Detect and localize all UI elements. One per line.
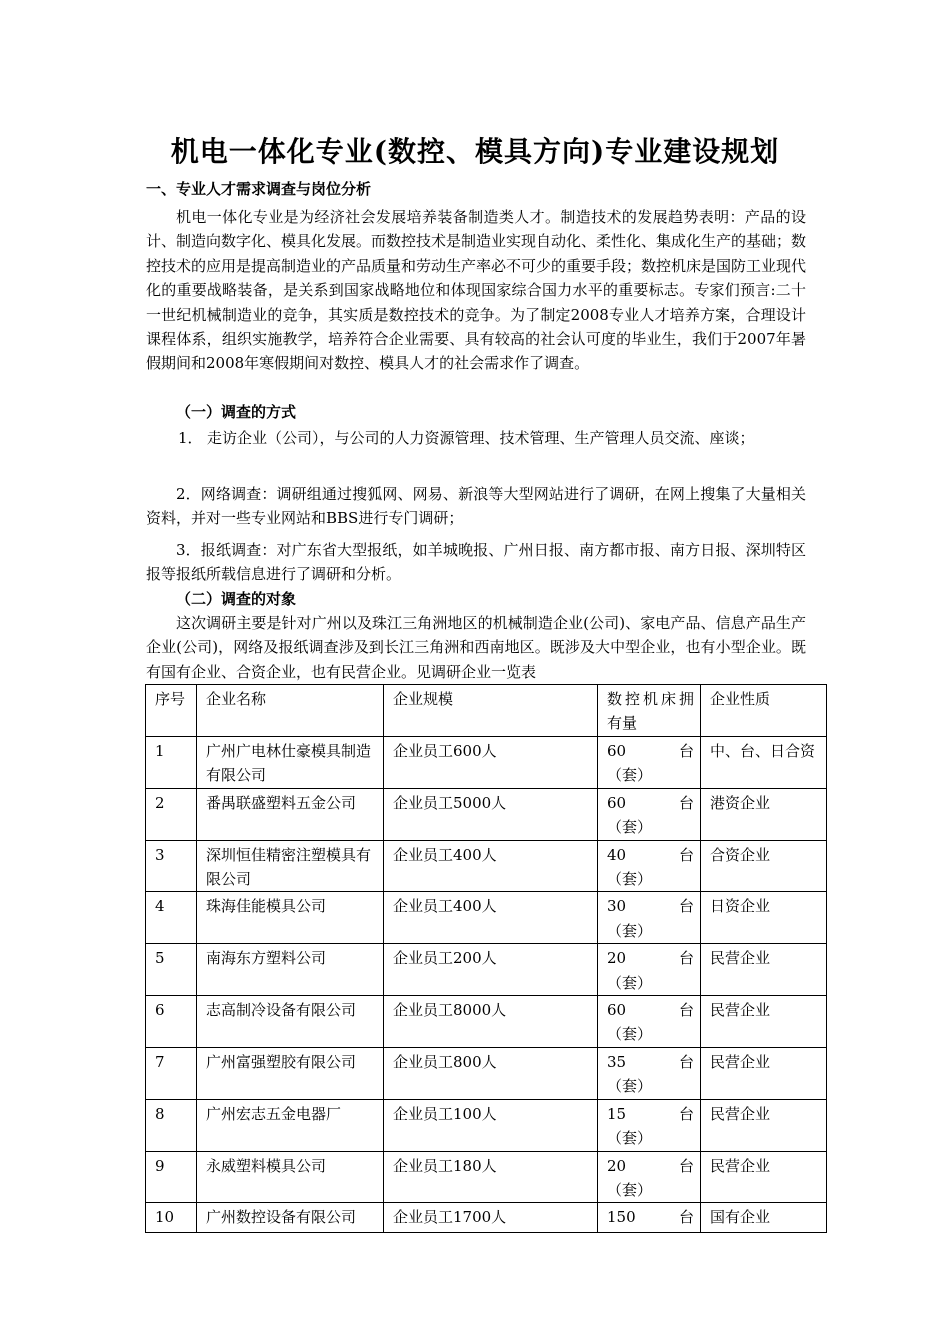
cnc-quantity-cell xyxy=(598,840,701,892)
cnc-quantity-cell xyxy=(598,1047,701,1099)
table-header-row xyxy=(146,685,827,737)
company-scale-cell: 企业员工400人 xyxy=(384,892,598,944)
objects-heading: （二）调查的对象 xyxy=(176,590,297,608)
table-row xyxy=(146,1151,827,1203)
enterprise-table xyxy=(145,684,827,1233)
company-scale-cell: 企业员工400人 xyxy=(384,840,598,892)
cnc-quantity-unit: （套） xyxy=(607,818,653,837)
header-cell: 数控机床拥有量 xyxy=(598,685,701,737)
table-row xyxy=(146,1047,827,1099)
cnc-quantity-value: 20台 xyxy=(607,1156,694,1175)
cnc-quantity-value: 15台 xyxy=(607,1104,694,1123)
cnc-quantity-cell xyxy=(598,944,701,996)
company-type-cell: 合资企业 xyxy=(701,840,827,892)
method-item-1 xyxy=(178,426,808,450)
cnc-quantity-value: 150台 xyxy=(607,1208,694,1227)
header-cell: 企业规模 xyxy=(384,685,598,737)
header-cell: 序号 xyxy=(146,685,197,737)
company-name-cell: 番禺联盛塑料五金公司 xyxy=(197,788,384,840)
row-number-cell: 4 xyxy=(146,892,197,944)
cnc-quantity-cell xyxy=(598,1203,701,1233)
header-cell: 企业名称 xyxy=(197,685,384,737)
table-row xyxy=(146,1203,827,1233)
company-type-cell: 日资企业 xyxy=(701,892,827,944)
table-row xyxy=(146,996,827,1048)
company-type-cell: 国有企业 xyxy=(701,1203,827,1233)
cnc-quantity-value: 35台 xyxy=(607,1052,694,1071)
cnc-quantity-cell xyxy=(598,1151,701,1203)
table-row xyxy=(146,737,827,789)
objects-paragraph: 这次调研主要是针对广州以及珠江三角洲地区的机械制造企业(公司)、家电产品、信息产品生产企业(公司)，网络及报纸调查涉及到长江三角洲和西南地区。既涉及大中型企业，也有小型企业。既有国有企业、合资企业，也有民营企业。见调研企业一览表 xyxy=(146,614,806,681)
cnc-quantity-unit: （套） xyxy=(607,870,653,889)
company-scale-cell: 企业员工800人 xyxy=(384,1047,598,1099)
company-scale-cell: 企业员工180人 xyxy=(384,1151,598,1203)
method-heading: （一）调查的方式 xyxy=(176,403,297,421)
cnc-quantity-unit: （套） xyxy=(607,1180,653,1199)
company-type-cell: 港资企业 xyxy=(701,788,827,840)
company-scale-cell: 企业员工200人 xyxy=(384,944,598,996)
row-number-cell: 7 xyxy=(146,1047,197,1099)
method-item-1-text: 走访企业（公司），与公司的人力资源管理、技术管理、生产管理人员交流、座谈； xyxy=(207,429,755,447)
cnc-quantity-unit: （套） xyxy=(607,1025,653,1044)
company-scale-cell: 企业员工1700人 xyxy=(384,1203,598,1233)
cnc-quantity-unit: （套） xyxy=(607,921,653,940)
table-row xyxy=(146,944,827,996)
company-type-cell: 民营企业 xyxy=(701,1099,827,1151)
cnc-quantity-value: 60台 xyxy=(607,793,694,812)
row-number-cell: 9 xyxy=(146,1151,197,1203)
cnc-quantity-value: 40台 xyxy=(607,845,694,864)
cnc-quantity-cell xyxy=(598,788,701,840)
company-name-cell: 志高制冷设备有限公司 xyxy=(197,996,384,1048)
company-name-cell: 广州宏志五金电器厂 xyxy=(197,1099,384,1151)
cnc-quantity-cell xyxy=(598,1099,701,1151)
company-name-cell: 广州广电林仕豪模具制造有限公司 xyxy=(197,737,384,789)
company-type-cell: 中、台、日合资 xyxy=(701,737,827,789)
company-scale-cell: 企业员工5000人 xyxy=(384,788,598,840)
company-name-cell: 珠海佳能模具公司 xyxy=(197,892,384,944)
document-title: 机电一体化专业(数控、模具方向)专业建设规划 xyxy=(170,135,780,168)
company-type-cell: 民营企业 xyxy=(701,1151,827,1203)
method-item-3: 3．报纸调查：对广东省大型报纸，如羊城晚报、广州日报、南方都市报、南方日报、深圳特区报等报纸所载信息进行了调研和分析。 xyxy=(146,541,806,584)
company-scale-cell: 企业员工8000人 xyxy=(384,996,598,1048)
company-name-cell: 永威塑料模具公司 xyxy=(197,1151,384,1203)
section-heading: 一、专业人才需求调查与岗位分析 xyxy=(146,180,372,198)
company-name-cell: 深圳恒佳精密注塑模具有限公司 xyxy=(197,840,384,892)
company-type-cell: 民营企业 xyxy=(701,1047,827,1099)
table-row xyxy=(146,840,827,892)
cnc-quantity-unit: （套） xyxy=(607,1129,653,1148)
cnc-quantity-unit: （套） xyxy=(607,1077,653,1096)
table-row xyxy=(146,788,827,840)
row-number-cell: 6 xyxy=(146,996,197,1048)
cnc-quantity-unit: （套） xyxy=(607,766,653,785)
cnc-quantity-value: 30台 xyxy=(607,897,694,916)
cnc-quantity-value: 60台 xyxy=(607,1001,694,1020)
cnc-quantity-cell xyxy=(598,892,701,944)
table-row xyxy=(146,892,827,944)
table-row xyxy=(146,1099,827,1151)
method-item-2: 2．网络调查：调研组通过搜狐网、网易、新浪等大型网站进行了调研，在网上搜集了大量相关资料，并对一些专业网站和BBS进行专门调研； xyxy=(146,485,806,528)
row-number-cell: 3 xyxy=(146,840,197,892)
company-scale-cell: 企业员工600人 xyxy=(384,737,598,789)
row-number-cell: 10 xyxy=(146,1203,197,1233)
cnc-quantity-value: 60台 xyxy=(607,742,694,760)
header-cell: 企业性质 xyxy=(701,685,827,737)
company-scale-cell: 企业员工100人 xyxy=(384,1099,598,1151)
company-type-cell: 民营企业 xyxy=(701,944,827,996)
cnc-quantity-cell xyxy=(598,996,701,1048)
cnc-quantity-cell xyxy=(598,737,701,789)
intro-paragraph: 机电一体化专业是为经济社会发展培养装备制造类人才。制造技术的发展趋势表明：产品的设计、制造向数字化、模具化发展。而数控技术是制造业实现自动化、柔性化、集成化生产的基础；数控技术的应用是提高制造业的产品质量和劳动生产率必不可少的重要手段；数控机床是国防工业现代化的重要战略装备，是关系到国家战略地位和体现国家综合国力水平的重要标志。专家们预言:二十一世纪机械制造业的竞争，其实质是数控技术的竞争。为了制定2008专业人才培养方案，合理设计课程体系，组织实施教学，培养符合企业需要、具有较高的社会认可度的毕业生，我们于2007年暑假期间和2008年寒假期间对数控、模具人才的社会需求作了调查。 xyxy=(146,208,807,373)
cnc-quantity-value: 20台 xyxy=(607,949,694,968)
cnc-quantity-unit: （套） xyxy=(607,973,653,992)
company-name-cell: 广州富强塑胶有限公司 xyxy=(197,1047,384,1099)
company-name-cell: 南海东方塑料公司 xyxy=(197,944,384,996)
row-number-cell: 8 xyxy=(146,1099,197,1151)
row-number-cell: 2 xyxy=(146,788,197,840)
company-name-cell: 广州数控设备有限公司 xyxy=(197,1203,384,1233)
method-item-1-number: 1． xyxy=(178,429,203,447)
row-number-cell: 5 xyxy=(146,944,197,996)
company-type-cell: 民营企业 xyxy=(701,996,827,1048)
row-number-cell: 1 xyxy=(146,737,197,789)
